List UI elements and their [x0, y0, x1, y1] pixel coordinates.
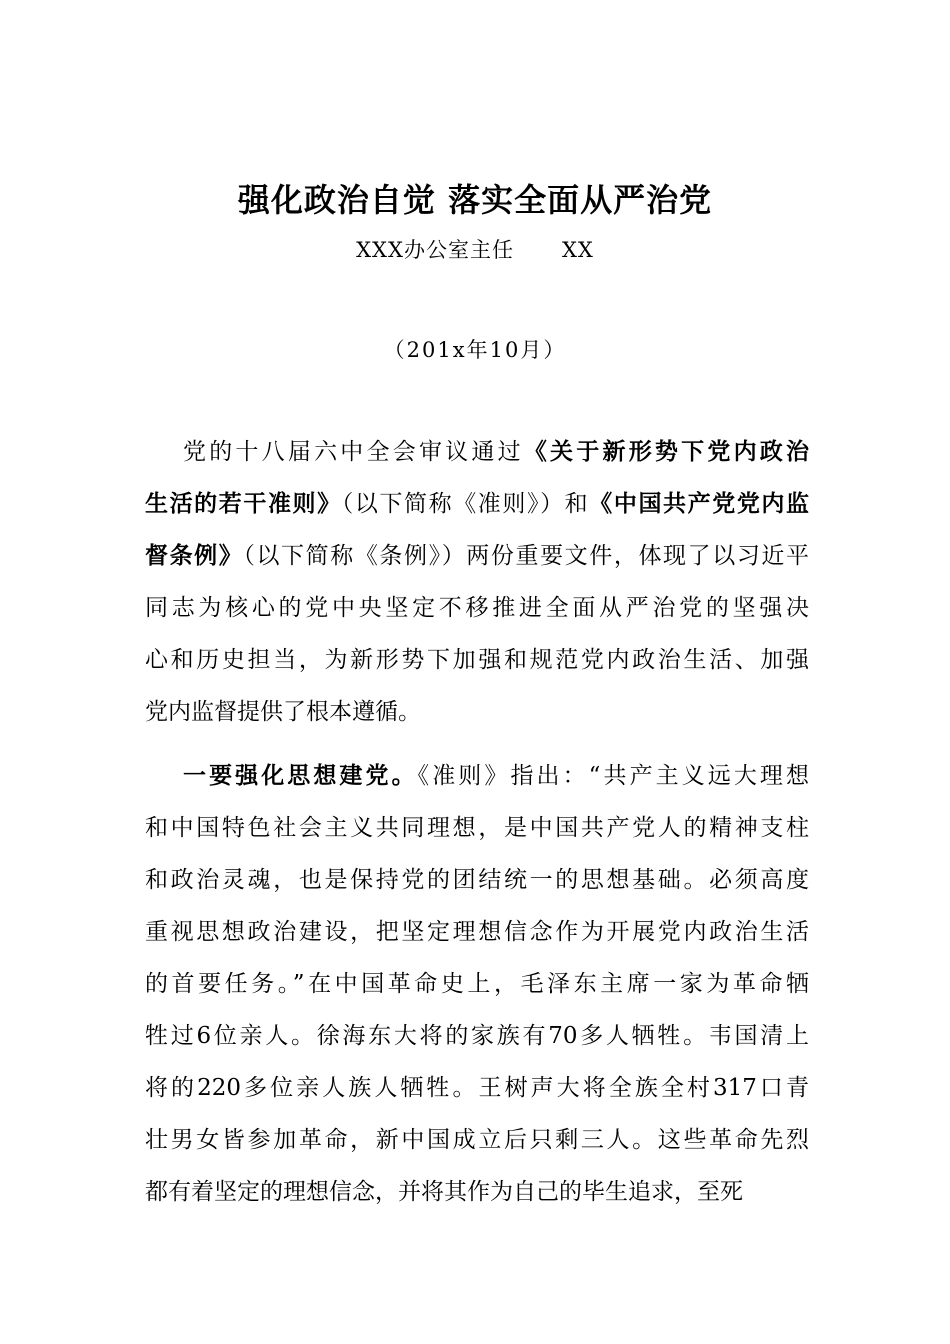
text-line — [145, 1062, 809, 1114]
text-line — [145, 686, 809, 738]
author-name: XX — [561, 238, 594, 262]
body-paragraph — [145, 426, 809, 738]
text-line — [145, 750, 809, 802]
document-date: （201x年10月） — [383, 338, 567, 362]
text-run: （以下简称《条例》）两份重要文件，体现了以习近平 — [243, 543, 810, 569]
text-run: 和政治灵魂，也是保持党的团结统一的思想基础。必须高度 — [145, 867, 809, 893]
author-role: XXX办公室主任 — [356, 238, 514, 262]
text-run: 和中国特色社会主义共同理想，是中国共产党人的精神支柱 — [145, 815, 809, 841]
text-run: 同志为核心的党中央坚定不移推进全面从严治党的坚强决 — [145, 595, 809, 621]
text-line — [145, 426, 809, 478]
document-body — [145, 426, 809, 1218]
bold-text-run: 生活的若干准则》 — [145, 490, 342, 517]
text-line — [145, 1010, 809, 1062]
text-run: （以下简称《准则》）和 — [341, 491, 590, 517]
text-run: 牲过6位亲人。徐海东大将的家族有70多人牺牲。韦国清上 — [145, 1023, 809, 1049]
text-line — [145, 530, 809, 582]
text-line — [145, 958, 809, 1010]
bold-text-run: 《关于新形势下党内政治 — [523, 438, 810, 465]
text-run: 重视思想政治建设，把坚定理想信念作为开展党内政治生活 — [145, 919, 809, 945]
text-run: 的首要任务。”在中国革命史上，毛泽东主席一家为革命牺 — [145, 971, 809, 997]
text-run: 都有着坚定的理想信念，并将其作为自己的毕生追求，至死 — [145, 1179, 743, 1205]
text-line — [145, 1114, 809, 1166]
text-run: 党内监督提供了根本遵循。 — [145, 699, 421, 725]
text-line — [145, 802, 809, 854]
text-line — [145, 582, 809, 634]
author-byline — [0, 236, 950, 264]
text-line — [145, 906, 809, 958]
text-run: 《准则》指出：“共产主义远大理想 — [417, 763, 809, 789]
document-title: 强化政治自觉 落实全面从严治党 — [237, 181, 713, 219]
body-paragraph — [145, 750, 809, 1218]
text-run: 心和历史担当，为新形势下加强和规范党内政治生活、加强 — [145, 647, 809, 673]
text-run: 壮男女皆参加革命，新中国成立后只剩三人。这些革命先烈 — [145, 1127, 809, 1153]
text-run: 将的220多位亲人族人牺牲。王树声大将全族全村317口青 — [145, 1075, 809, 1101]
text-line — [145, 634, 809, 686]
bold-text-run: 督条例》 — [145, 542, 244, 569]
text-line — [145, 1166, 809, 1218]
text-line — [145, 854, 809, 906]
bold-text-run: 一要强化思想建党。 — [183, 762, 418, 789]
text-line — [145, 478, 809, 530]
bold-text-run: 《中国共产党党内监 — [589, 490, 810, 517]
text-run: 党的十八届六中全会审议通过 — [183, 439, 524, 465]
